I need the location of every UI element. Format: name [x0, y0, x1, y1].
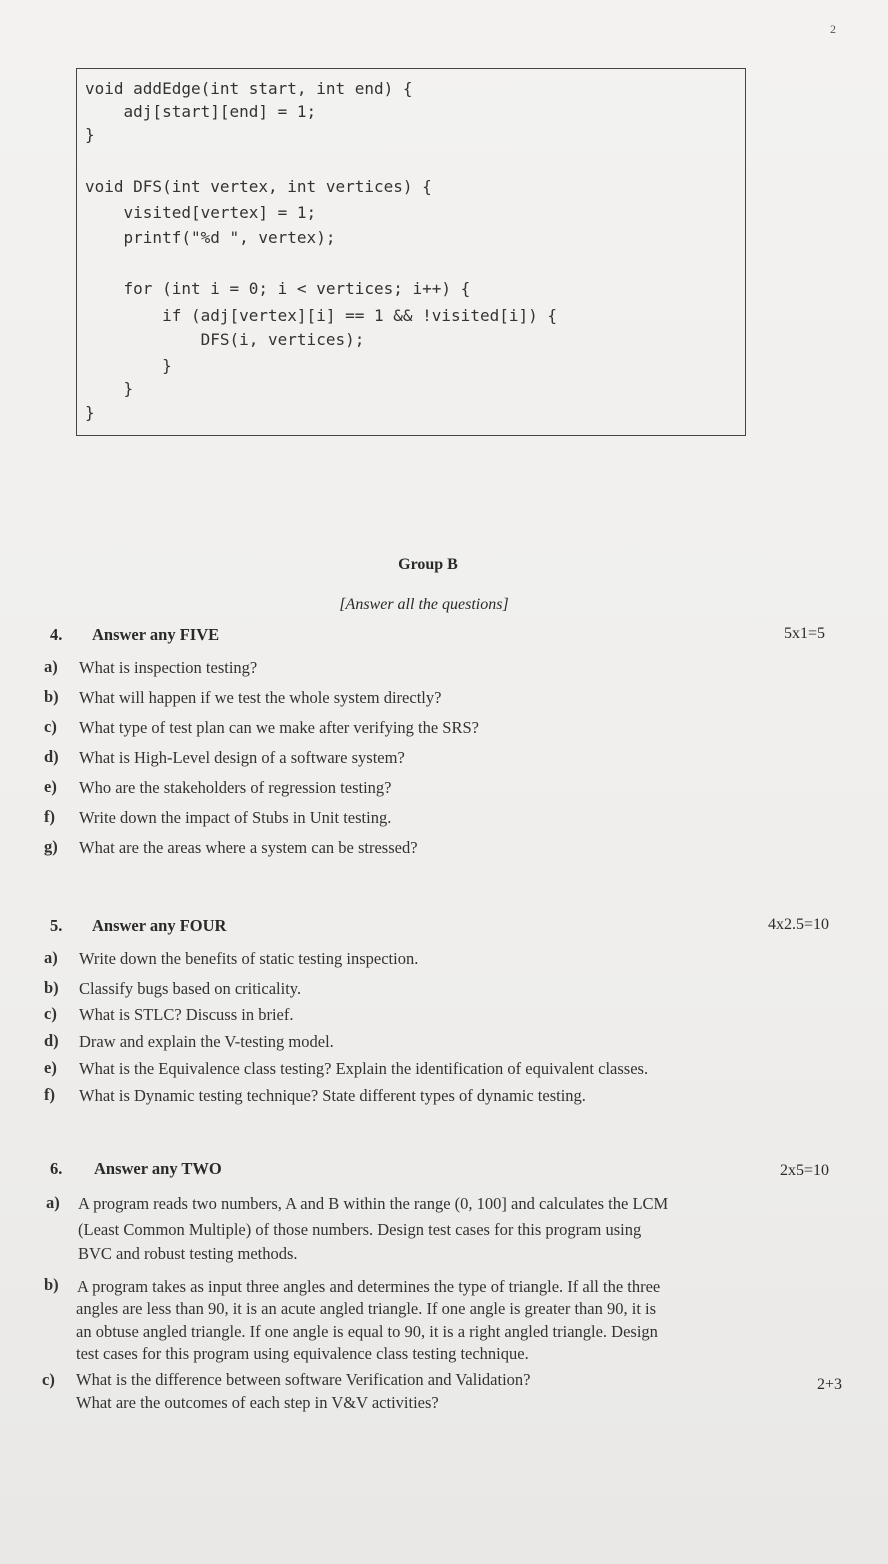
question-item: Write down the benefits of static testing inspection.	[79, 949, 419, 968]
question-item: What will happen if we test the whole system directly?	[79, 688, 442, 707]
sub-question-marks: 2+3	[817, 1376, 843, 1393]
item-letter: d)	[44, 747, 59, 766]
item-letter: a)	[46, 1193, 60, 1212]
question-item: What are the areas where a system can be stressed?	[79, 838, 418, 857]
question-item: What is the difference between software Verification and Validation?	[76, 1370, 531, 1389]
question-heading: Answer any FIVE	[92, 625, 220, 644]
item-letter: f)	[44, 1085, 55, 1104]
question-item: Draw and explain the V-testing model.	[79, 1032, 334, 1051]
item-letter: c)	[42, 1370, 55, 1389]
question-marks: 2x5=10	[780, 1162, 830, 1179]
item-letter: d)	[44, 1031, 59, 1050]
question-heading: Answer any FOUR	[92, 916, 227, 935]
code-box	[76, 68, 746, 436]
code-line: if (adj[vertex][i] == 1 && !visited[i]) {	[85, 306, 558, 325]
code-line: }	[85, 356, 172, 375]
item-letter: f)	[44, 807, 55, 826]
code-line: for (int i = 0; i < vertices; i++) {	[85, 279, 471, 298]
item-letter: g)	[44, 837, 58, 856]
question-item: What is Dynamic testing technique? State different types of dynamic testing.	[79, 1086, 586, 1105]
item-letter: b)	[44, 978, 59, 997]
question-item-line: BVC and robust testing methods.	[78, 1244, 298, 1263]
item-letter: e)	[44, 777, 57, 796]
code-line: DFS(i, vertices);	[85, 330, 365, 349]
group-title: Group B	[398, 556, 458, 573]
question-marks: 5x1=5	[784, 625, 826, 642]
question-item-line: an obtuse angled triangle. If one angle is equal to 90, it is a right angled triangle. Design	[76, 1322, 658, 1341]
code-line: adj[start][end] = 1;	[85, 102, 317, 121]
question-item: What is STLC? Discuss in brief.	[79, 1005, 294, 1024]
code-line: void DFS(int vertex, int vertices) {	[85, 177, 432, 196]
question-item: A program reads two numbers, A and B within the range (0, 100] and calculates the LCM	[78, 1194, 669, 1213]
question-heading: Answer any TWO	[94, 1159, 222, 1178]
group-instruction: [Answer all the questions]	[339, 596, 509, 613]
item-letter: b)	[44, 687, 59, 706]
code-line: }	[85, 403, 95, 422]
code-line: }	[85, 125, 95, 144]
code-line: visited[vertex] = 1;	[85, 203, 317, 222]
question-number: 6.	[50, 1159, 63, 1178]
question-item: What is inspection testing?	[79, 658, 258, 677]
question-item: What is the Equivalence class testing? Explain the identification of equivalent classes.	[79, 1059, 649, 1078]
question-item: Who are the stakeholders of regression testing?	[79, 778, 392, 797]
code-line: void addEdge(int start, int end) {	[85, 79, 413, 98]
code-line: }	[85, 379, 134, 398]
question-item-line: angles are less than 90, it is an acute angled triangle. If one angle is greater than 90, it is	[76, 1299, 657, 1318]
question-item: Classify bugs based on criticality.	[79, 979, 302, 998]
question-item: Write down the impact of Stubs in Unit testing.	[79, 808, 392, 827]
item-letter: c)	[44, 717, 57, 736]
item-letter: a)	[44, 948, 58, 967]
question-number: 4.	[50, 625, 63, 644]
question-item-line: (Least Common Multiple) of those numbers. Design test cases for this program using	[78, 1220, 642, 1239]
code-line: printf("%d ", vertex);	[85, 228, 336, 247]
question-item-line: What are the outcomes of each step in V&V activities?	[76, 1393, 439, 1412]
question-marks: 4x2.5=10	[768, 916, 830, 933]
item-letter: e)	[44, 1058, 57, 1077]
question-item-line: test cases for this program using equivalence class testing technique.	[76, 1344, 529, 1363]
item-letter: a)	[44, 657, 58, 676]
question-item: What is High-Level design of a software system?	[79, 748, 405, 767]
item-letter: c)	[44, 1004, 57, 1023]
question-item: A program takes as input three angles and determines the type of triangle. If all the three	[77, 1277, 661, 1296]
question-item: What type of test plan can we make after verifying the SRS?	[79, 718, 479, 737]
item-letter: b)	[44, 1275, 59, 1294]
question-number: 5.	[50, 916, 63, 935]
page-number: 2	[830, 22, 836, 36]
